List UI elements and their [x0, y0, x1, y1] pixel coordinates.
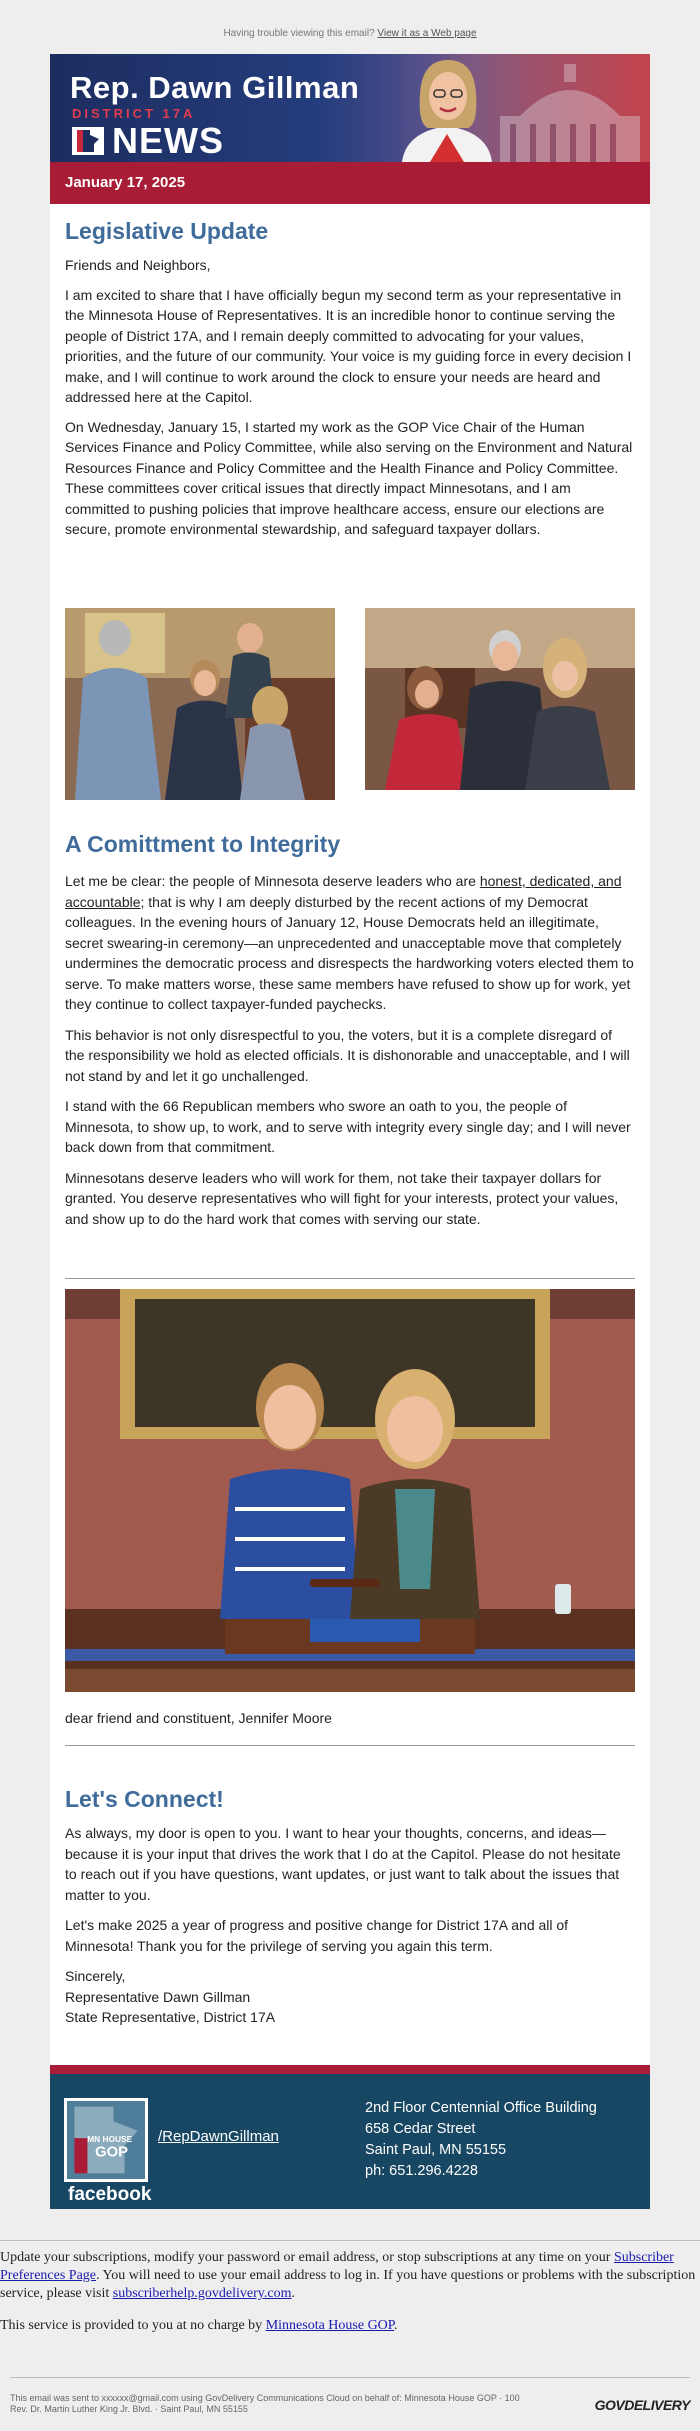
- service-provider-paragraph: [0, 2317, 700, 2335]
- subscription-text-3: .: [291, 2286, 295, 2301]
- signoff: Sincerely,: [65, 1968, 126, 1984]
- subscription-separator: [0, 2240, 700, 2241]
- address-line-2: 658 Cedar Street: [365, 2121, 476, 2137]
- connect-heading: Let's Connect!: [65, 1786, 224, 1812]
- news-title: NEWS: [112, 120, 224, 161]
- newsletter-date: January 17, 2025: [65, 174, 186, 191]
- integrity-paragraph-1: [65, 871, 635, 1015]
- integrity-heading: A Comittment to Integrity: [65, 831, 341, 857]
- capitol-photo-left: [65, 608, 335, 800]
- subscription-info: [0, 2249, 700, 2335]
- integrity-p1-underlined: honest, dedicated, and accountable: [65, 873, 622, 910]
- fine-print-line-2: Rev. Dr. Martin Luther King Jr. Blvd. · Saint Paul, MN 55155: [10, 2404, 248, 2414]
- integrity-section: [65, 831, 635, 1229]
- email-card: [50, 54, 650, 2209]
- facebook-page-link[interactable]: /RepDawnGillman: [158, 2128, 279, 2145]
- connect-section: [65, 1786, 635, 2028]
- service-provider-end: .: [394, 2318, 398, 2333]
- mn-house-gop-logo[interactable]: [64, 2098, 148, 2182]
- signature-name: Representative Dawn Gillman: [65, 1988, 251, 2005]
- house-chamber-photo: [65, 1289, 635, 1692]
- header-banner: [50, 54, 650, 162]
- service-provider-text: This service is provided to you at no charge by: [0, 2318, 266, 2333]
- fine-print-separator: [10, 2377, 690, 2378]
- connect-paragraph-2: Let's make 2025 a year of progress and positive change for District 17A and all of Minnesota! Thank you for the privilege of serving you again this term.: [65, 1917, 569, 1954]
- logo-text-gop: GOP: [95, 2144, 129, 2161]
- update-paragraph-2: On Wednesday, January 15, I started my work as the GOP Vice Chair of the Human Services Finance and Policy Committee, while also serving on the Environment and Natural Resources Finance and Policy Committee and the Health Finance and Policy Committee. These committees cover critical issues that directly impact Minnesotans, and I am committed to pushing policies that improve healthcare access, ensure our elections are secure, promote environmental stewardship, and safeguard taxpayer dollars.: [65, 418, 633, 537]
- subscription-paragraph: [0, 2249, 700, 2303]
- divider-top: [65, 1278, 635, 1279]
- representative-portrait: [392, 54, 502, 162]
- legislative-update-heading: Legislative Update: [65, 218, 269, 244]
- fine-print: [10, 2393, 610, 2415]
- office-address: [365, 2098, 597, 2182]
- caption-text: dear friend and constituent, Jennifer Moore: [65, 1710, 332, 1726]
- divider-bottom: [65, 1745, 635, 1746]
- fine-print-line-1: This email was sent to xxxxxx@gmail.com using GovDelivery Communications Cloud on behalf of: Minnesota House GOP · 100: [10, 2393, 520, 2403]
- address-line-3: Saint Paul, MN 55155: [365, 2142, 507, 2158]
- address-line-1: 2nd Floor Centennial Office Building: [365, 2100, 597, 2116]
- subscriber-preferences-link[interactable]: Subscriber Preferences Page: [0, 2250, 674, 2283]
- office-phone: ph: 651.296.4228: [365, 2163, 478, 2179]
- subscription-text-2: . You will need to use your email address to log in. If you have questions or problems with the subscription service, please visit: [0, 2268, 696, 2301]
- integrity-p1-end: ; that is why I am deeply disturbed by the recent actions of my Democrat colleagues. In the evening hours of January 12, House Democrats held an illegitimate, secret swearing-in ceremony—an unprecedented and unacceptable move that completely undermines the democratic process and disrespects the hardworking voters elected them to serve. To make matters worse, these same members have refused to show up for work, yet they continue to collect taxpayer-funded paychecks.: [65, 893, 634, 1012]
- integrity-p1-start: Let me be clear: the people of Minnesota deserve leaders who are: [65, 873, 480, 889]
- logo-text-mn-house: MN HOUSE: [87, 2133, 133, 2144]
- update-paragraph-1: I am excited to share that I have officially begun my second term as your representative in the Minnesota House of Representatives. It is an incredible honor to continue serving the people of District 17A, and I remain deeply committed to advocating for your values, priorities, and the future of our community. Your voice is my guiding force in every decision I make, and I will continue to work around the clock to ensure your needs are heard and addressed here at the Capitol.: [65, 286, 632, 405]
- legislative-update-section: [65, 218, 635, 540]
- integrity-paragraph-2: This behavior is not only disrespectful to you, the voters, but it is a complete disregard of the responsibility we hold as elected officials. It is dishonorable and unacceptable, and I will not stand by and let it go unchallenged.: [65, 1026, 630, 1084]
- trouble-viewing-text: Having trouble viewing this email?: [223, 28, 375, 39]
- contact-footer: [50, 2065, 650, 2209]
- connect-paragraph-1: As always, my door is open to you. I want to hear your thoughts, concerns, and ideas—because it is your input that drives the work that I do at the Capitol. Please do not hesitate to reach out if you have questions, want updates, or just want to talk about the issues that matter to you.: [65, 1825, 621, 1903]
- minnesota-state-icon: [72, 127, 104, 155]
- facebook-icon-label: facebook: [68, 2184, 152, 2205]
- view-as-webpage-link[interactable]: View it as a Web page: [377, 28, 477, 39]
- subscription-text-1: Update your subscriptions, modify your password or email address, or stop subscriptions at any time on your: [0, 2250, 614, 2265]
- subscriber-help-link[interactable]: subscriberhelp.govdelivery.com: [112, 2286, 292, 2301]
- photo-caption: [65, 1708, 635, 1729]
- govdelivery-logo[interactable]: GOVDELIVERY: [594, 2397, 690, 2413]
- signature-title: State Representative, District 17A: [65, 2009, 276, 2025]
- capitol-photo-right: [365, 608, 635, 790]
- representative-name: Rep. Dawn Gillman: [70, 70, 360, 105]
- trouble-viewing-note: [0, 28, 700, 39]
- district-label: DISTRICT 17A: [72, 106, 196, 121]
- minnesota-house-gop-link[interactable]: Minnesota House GOP: [265, 2318, 395, 2333]
- integrity-paragraph-4: Minnesotans deserve leaders who will work for them, not take their taxpayer dollars for granted. You deserve representatives who will fight for your interests, protect your values, and show up to do the hard work that comes with serving our state.: [65, 1169, 619, 1227]
- integrity-paragraph-3: I stand with the 66 Republican members who swore an oath to you, the people of Minnesota, to show up, to work, and to serve with integrity every single day; and I will never back down from that commitment.: [65, 1098, 631, 1155]
- greeting: Friends and Neighbors,: [65, 257, 211, 273]
- date-bar: [50, 162, 650, 204]
